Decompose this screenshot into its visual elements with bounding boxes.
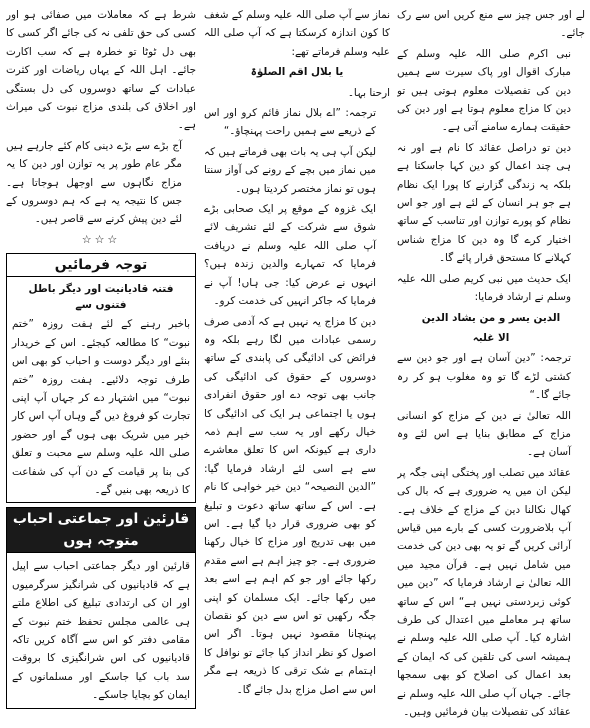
section-divider-stars: ☆☆☆ — [81, 232, 121, 246]
paragraph: ایک غزوہ کے موقع پر ایک صحابی بڑے شوق سے شرکت کے لئے تشریف لائے آپ صلی اللہ علیہ وسلم نے دریافت فرمایا کہ تمہارے والدین زندہ ہیں؟ انہوں نے عرض کیا: جی ہاں! آپ نے فرمایا کہ جاکر انہیں کی خدمت کرو۔ — [204, 203, 376, 308]
notice-title: توجہ فرمائیں — [7, 254, 195, 277]
paragraph: لیکن آپ ہی یہ بات بھی فرماتے ہیں کہ میں نماز میں بچے کے رونے کی آواز سنتا ہوں تو نماز مختصر کردیتا ہوں۔ — [204, 145, 376, 195]
article-column-right — [397, 6, 585, 724]
article-column-middle — [204, 6, 390, 724]
paragraph: نماز سے آپ صلی اللہ علیہ وسلم کے شغف کا کون اندازہ کرسکتا ہے کہ آپ صلی اللہ علیہ وسلم فرماتے تھے: — [204, 9, 390, 58]
paragraph: آج بڑے سے بڑے دینی کام کئے جارہے ہیں مگر عام طور پر یہ توازن اور دین کا یہ مزاج نگاہوں سے اوجھل ہوجاتا ہے۔ جس کا نتیجہ یہ ہے کہ ہم دوسروں کے لئے دین پیش کرنے سے قاصر ہیں۔ — [6, 139, 182, 226]
notice-subtitle: فتنہ قادیانیت اور دیگر باطل فتنوں سے — [28, 283, 174, 312]
notice-box-attention — [6, 253, 196, 503]
arabic-quote: الدین یسر و من یشاد الدین — [421, 311, 561, 324]
article-column-left — [6, 6, 196, 724]
paragraph: ایک حدیث میں نبی کریم صلی اللہ علیہ وسلم نے ارشاد فرمایا: — [397, 272, 571, 304]
arabic-quote: یا بلال اقم الصلوٰۃ — [250, 66, 344, 79]
translation: ترجمہ: ”اے بلال نماز قائم کرو اور اس کے ذریعے سے ہمیں راحت پہنچاؤ۔“ — [204, 107, 376, 138]
translation: ترجمہ: ”دین آسان ہے اور جو دین سے کشتی لڑے گا تو وہ مغلوب ہو کر رہ جائے گا۔“ — [397, 352, 571, 402]
notice-title: قارئین اور جماعتی احباب متوجہ ہوں — [7, 508, 195, 553]
arabic-quote-continued: الا غلبہ — [472, 331, 510, 344]
paragraph: دین کا مزاج یہ نہیں ہے کہ آدمی صرف رسمی عبادات میں لگا رہے بلکہ وہ فرائض کی ادائیگی کی پابندی کے ساتھ دوسروں کے حقوق کی ادائیگی کی جانب بھی توجہ دے اور حقوق انفرادی ہوں یا اجتماعی ہر ایک کی ادائیگی کا خیال رکھے اور یہ سب سے اہم ذمہ داری ہے کیونکہ اس کا تعلق معاشرے سے ہے اسی لئے ارشاد فرمایا گیا: ”الدین النصیحہ“ دین خیر خواہی کا نام ہے۔ اس کے ساتھ ساتھ دعوت و تبلیغ کو بھی ضروری قرار دیا گیا ہے۔ اس میں بھی تدریج اور مزاج کا خیال رکھنا ضروری ہے۔ جو چیز اہم ہے اسے مقدم رکھا جائے اور جو کم اہم ہے اسے بعد میں رکھا جائے۔ ایک مسلمان کو اپنی جگہ رکھیں تو اس سے دین کو نقصان پہنچانا مقصود نہیں ہوتا۔ اگر اس اصول کو نظر انداز کیا جائے تو نوافل کا اہتمام بے شک ترقی کا ذریعہ ہے مگر اس سے اصل مزاج بدل جائے گا۔ — [204, 315, 376, 696]
paragraph: دین تو دراصل عقائد کا نام ہے اور نہ ہی چند اعمال کو دین کہا جاسکتا ہے بلکہ یہ زندگی گزارنے کا پورا ایک نظام ہے جو ہر انسان کے لئے ہے اور جو اس نظام کو پورے توازن اور تناسب کے ساتھ اختیار کرے گا وہ دین کا مزاج شناس کہلانے کا مستحق قرار پائے گا۔ — [397, 141, 571, 265]
notice-body: باخبر رہنے کے لئے ہفت روزہ ”ختم نبوت“ کا مطالعہ کیجئے۔ اس کے خریدار بنئے اور دیگر دوست و احباب کو بھی اس طرف توجہ دلائیے۔ ہفت روزہ ”ختم نبوت“ میں اشتہار دے کر جہاں آپ اپنی تجارت کو فروغ دیں گے وہاں آپ اس کار خیر میں شریک بھی ہوں گے اور حضور صلی اللہ علیہ وسلم سے محبت و تعلق کی بنا پر قیامت کے دن آپ کی شفاعت کا ذریعہ بھی بنیں گے۔ — [12, 318, 190, 496]
paragraph: اللہ تعالیٰ نے دین کے مزاج کو انسانی مزاج کے مطابق بنایا ہے اس لئے وہ آسان ہے۔ — [397, 409, 571, 459]
paragraph: نبی اکرم صلی اللہ علیہ وسلم کے مبارک اقوال اور پاک سیرت سے ہمیں دین کی تفصیلات معلوم ہوتی ہیں تو دین کا مزاج معلوم ہوتا ہے اور دین کی حقیقت ہمارے سامنے آتی ہے۔ — [397, 47, 571, 134]
paragraph: عقائد میں تصلب اور پختگی اپنی جگہ پر لیکن ان میں یہ ضروری ہے کہ بال کی کھال نکالنا دین کے مزاج کے خلاف ہے۔ آپ بلاضرورت کسی کے بارے میں قیاس آرائی کریں گے تو یہ بھی دین کی خدمت میں شامل نہیں ہے۔ قرآن مجید میں اللہ تعالیٰ نے ارشاد فرمایا کہ ”دین میں کوئی زبردستی نہیں ہے“ اس کے ساتھ ساتھ ہر معاملے میں اعتدال کی طرف اشارہ کیا۔ آپ صلی اللہ علیہ وسلم نے ہمیشہ اسی کی تلقین کی کہ ایمان کے بعد اعمال کی اصلاح کو بھی سمجھا جائے۔ جہاں آپ صلی اللہ علیہ وسلم نے عقائد کی تفصیلات بیان فرمائیں وہیں۔ — [397, 466, 571, 719]
notice-body: قارئین اور دیگر جماعتی احباب سے اپیل ہے کہ قادیانیوں کی شرانگیز سرگرمیوں اور ان کی ارتدادی تبلیغ کی اطلاع ملتے ہی عالمی مجلس تحفظ ختم نبوت کے مقامی دفتر کو اس سے آگاہ کریں تاکہ قادیانیوں کی اس شرانگیزی کا بروقت سد باب کیا جاسکے اور مسلمانوں کے ایمان کو بچایا جاسکے۔ — [12, 560, 190, 702]
arabic-quote-continued: ارحنا بہا۔ — [347, 86, 390, 99]
paragraph: لے اور جس چیز سے منع کریں اس سے رک جائے۔ — [397, 9, 585, 40]
notice-box-readers — [6, 507, 196, 708]
paragraph: شرط ہے کہ معاملات میں صفائی ہو اور کسی کی حق تلفی نہ کی جائے اگر کسی کا بھی دل ٹوٹا تو خطرہ ہے کہ سب اکارت جائے۔ اہل اللہ کے یہاں ریاضات اور کثرت عبادات کے ساتھ دوسروں کی دل بستگی اور اخلاق کی بلندی مزاج نبوت کی میراث ہے۔ — [6, 9, 196, 132]
